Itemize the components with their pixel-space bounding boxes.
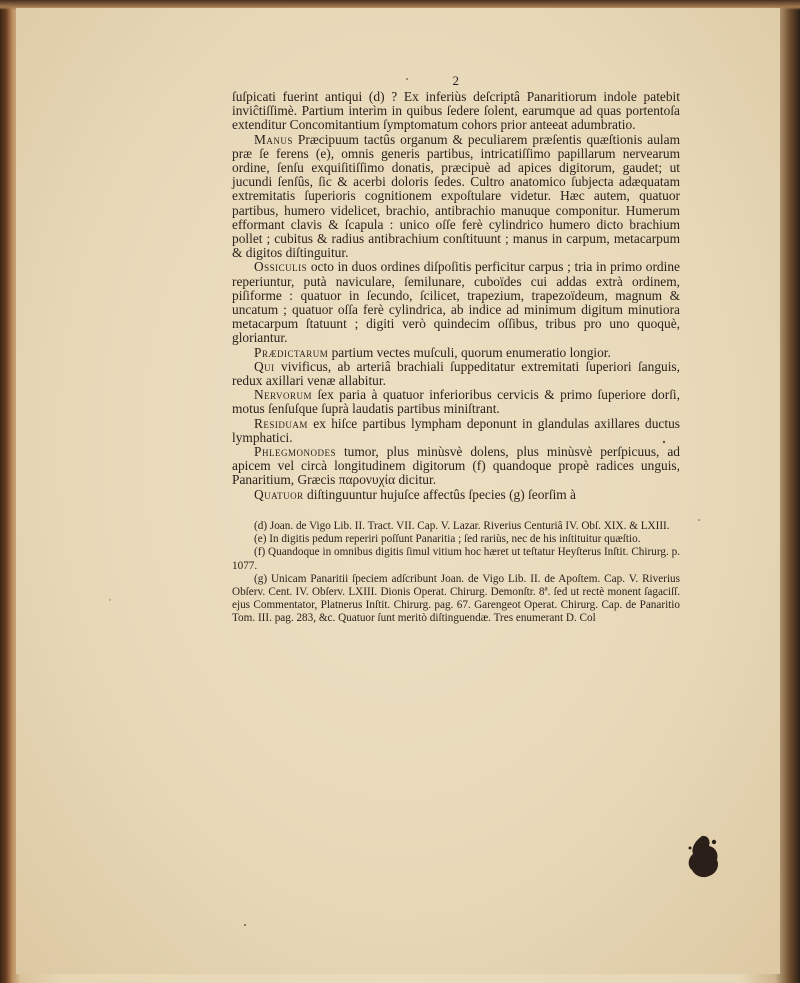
- footnotes: [232, 520, 680, 626]
- paragraph-9: Quatuor diſtinguuntur hujuſce affectûs ſpecies (g) ſeorſim à: [254, 486, 577, 502]
- text-block: [232, 74, 680, 626]
- footnote-e: (e) In digitis pedum reperiri poſſunt Panaritia ; ſed rariùs, nec de his inſtituitur quæſtio.: [254, 533, 641, 546]
- page-number: 2: [452, 73, 460, 88]
- paragraph-1: ſuſpicati fuerint antiqui (d) ? Ex inferiùs deſcriptâ Panaritiorum indole patebit inviĉtiſſimè. Partium interìm in quibus ſedere ſolent, earumque ad quas portentoſa extenditur Concomitantium ſymptomatum cohors prior anteeat adumbratio.: [232, 89, 680, 133]
- paragraph-2: Manus Præcipuum tactûs organum & peculiarem præſentis quæſtionis aulam præ ſe ferens (e), omnis generis partibus, intricatiſſimo papillarum nervearum ordine, ſenſu exquiſitiſſimo donatis, præcipuè ad apices digitorum, gaudet; ut jucundi ſenſûs, ſic & acerbi doloris ſedes. Cultro anatomico ſubjecta adæquatam extremitatis ſuperioris cognitionem expoſtulare videtur. Hæc autem, quatuor partibus, humero videlicet, brachio, antibrachio manuque componitur. Humerum efformant clavis & ſcapula : unico oſſe ferè cylindrico humero dicto brachium pollet ; cubitus & radius antibrachium conſtituunt ; manus in carpum, metacarpum & digitos diſtinguitur.: [232, 131, 680, 261]
- paragraph-4: Prædictarum partium vectes muſculi, quorum enumeratio longior.: [254, 344, 611, 360]
- footnote-d: (d) Joan. de Vigo Lib. II. Tract. VII. Cap. V. Lazar. Riverius Centuriâ IV. Obſ. XIX. & LXIII.: [254, 519, 670, 532]
- paragraph-7: Residuam ex hiſce partibus lympham deponunt in glandulas axillares ductus lymphatici.: [232, 415, 680, 445]
- footnote-g: (g) Unicam Panaritii ſpeciem adſcribunt Joan. de Vigo Lib. II. de Apoſtem. Cap. V. Riverius Obſerv. Cent. IV. Obſerv. LXIII. Dionis Operat. Chirurg. Demonſtr. 8ª. ſed ut rectè monent ſagaciſſ. ejus Commentator, Platnerus Inſtit. Chirurg. pag. 67. Garengeot Operat. Chirurg. Cap. de Panaritio Tom. III. pag. 283, &c. Quatuor ſunt meritò diſtinguendæ. Tres enumerant D. Col: [232, 572, 680, 625]
- ink-blot-stain: [684, 833, 722, 879]
- paragraph-3: Ossiculis octo in duos ordines diſpoſitis perficitur carpus ; tria in primo ordine reperiuntur, putà naviculare, ſemilunare, cuboïdes cui addas extrà ordinem, piſiforme : quatuor in ſecundo, ſcilicet, trapezium, trapezoïdeum, magnum & uncatum ; quatuor oſſa ferè cylindrica, ab indice ad minimum digitum minutiora metacarpum ſtatuunt ; digiti verò quindecim oſſibus, tribus pro uno quoquè, gloriantur.: [232, 259, 680, 346]
- paragraph-5: Qui vivificus, ab arteriâ brachiali ſuppeditatur extremitati ſuperiori ſanguis, redux axillari venæ allabitur.: [232, 358, 680, 389]
- paragraph-6: Nervorum ſex paria à quatuor inferioribus cervicis & primo ſuperiore dorſi, motus ſenſuſque ſuprà laudatis partibus miniſtrant.: [232, 387, 680, 417]
- body-text: [232, 90, 680, 502]
- footnote-f: (f) Quandoque in omnibus digitis ſimul vitium hoc hæret ut teſtatur Heyſterus Inſtit. Chirurg. p. 1077.: [232, 546, 680, 572]
- paragraph-8: Phlegmonodes tumor, plus minùsvè dolens, plus minùsvè perſpicuus, ad apicem vel circà longitudinem digitorum (f) quandoque propè radices unguis, Panaritium, Græcis παρονυχία dicitur.: [232, 444, 681, 488]
